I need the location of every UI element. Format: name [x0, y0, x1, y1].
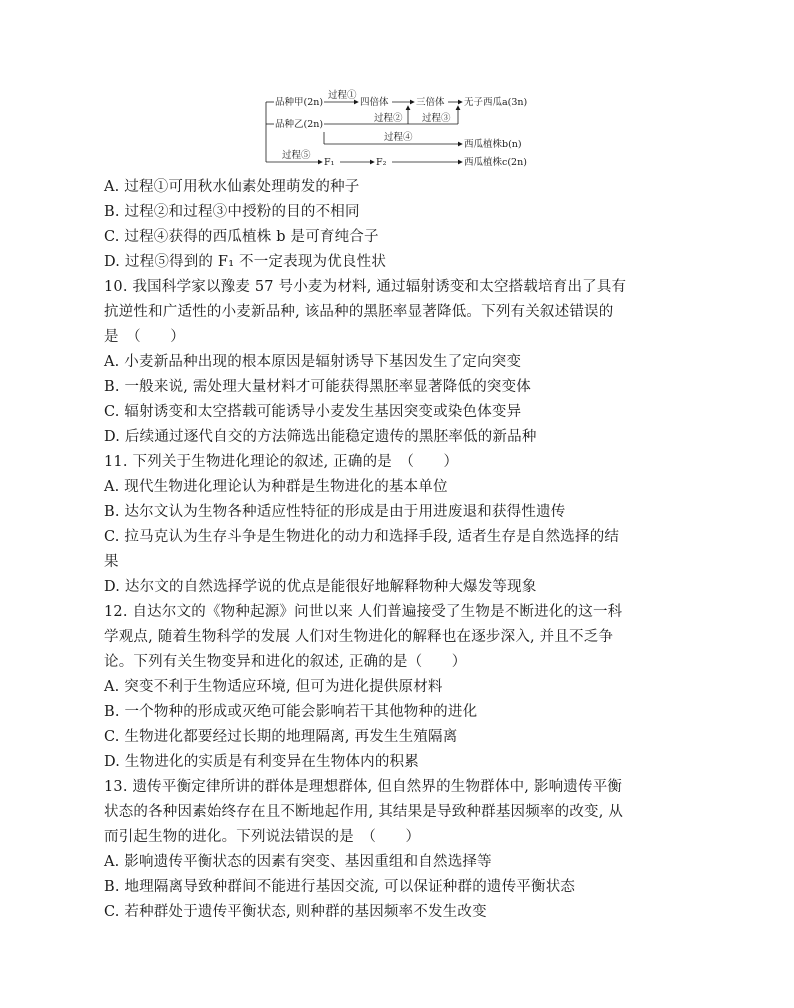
label-f1: F₁ [324, 157, 335, 168]
q9-option-d: D. 过程⑤得到的 F₁ 不一定表现为优良性状 [104, 254, 387, 270]
q10-stem-line-1: 10. 我国科学家以豫麦 57 号小麦为材料, 通过辐射诱变和太空搭载培育出了具有 [104, 279, 627, 295]
label-process-1: 过程① [328, 90, 357, 101]
q11-option-b: B. 达尔文认为生物各种适应性特征的形成是由于用进废退和获得性遗传 [104, 504, 566, 520]
q13-stem-line-3: 而引起生物的进化。下列说法错误的是 （ ） [104, 829, 421, 845]
q12-option-c: C. 生物进化都要经过长期的地理隔离, 再发生生殖隔离 [104, 729, 458, 745]
q12-stem-line-1: 12. 自达尔文的《物种起源》问世以来 人们普遍接受了生物是不断进化的这一科 [104, 604, 623, 620]
q11-stem: 11. 下列关于生物进化理论的叙述, 正确的是 （ ） [104, 454, 459, 470]
q10-stem-line-3: 是 （ ） [104, 329, 185, 345]
label-process-4: 过程④ [384, 132, 413, 143]
q11-option-d: D. 达尔文的自然选择学说的优点是能很好地解释物种大爆发等现象 [104, 579, 537, 595]
q13-option-c: C. 若种群处于遗传平衡状态, 则种群的基因频率不发生改变 [104, 904, 487, 920]
q11-option-a: A. 现代生物进化理论认为种群是生物进化的基本单位 [104, 479, 448, 495]
q11-option-c-cont: 果 [104, 554, 119, 570]
q12-option-a: A. 突变不利于生物适应环境, 但可为进化提供原材料 [104, 679, 443, 695]
q10-option-b: B. 一般来说, 需处理大量材料才可能获得黑胚率显著降低的突变体 [104, 379, 531, 395]
label-process-3: 过程③ [422, 113, 451, 124]
label-triploid: 三倍体 [416, 97, 445, 108]
label-variety-yi: 品种乙(2n) [275, 119, 324, 130]
q13-stem-line-2: 状态的各种因素始终存在且不断地起作用, 其结果是导致种群基因频率的改变, 从 [104, 804, 624, 820]
q11-option-c: C. 拉马克认为生存斗争是生物进化的动力和选择手段, 适者生存是自然选择的结 [104, 529, 620, 545]
q9-option-c: C. 过程④获得的西瓜植株 b 是可育纯合子 [104, 229, 379, 245]
q10-option-c: C. 辐射诱变和太空搭载可能诱导小麦发生基因突变或染色体变异 [104, 404, 522, 420]
label-process-5: 过程⑤ [282, 150, 311, 161]
q9-option-a: A. 过程①可用秋水仙素处理萌发的种子 [104, 179, 360, 195]
label-tetraploid: 四倍体 [360, 97, 389, 108]
q10-option-d: D. 后续通过逐代自交的方法筛选出能稳定遗传的黑胚率低的新品种 [104, 429, 537, 445]
q10-option-a: A. 小麦新品种出现的根本原因是辐射诱导下基因发生了定向突变 [104, 354, 522, 370]
q12-stem-line-2: 学观点, 随着生物科学的发展 人们对生物进化的解释也在逐步深入, 并且不乏争 [104, 629, 614, 645]
label-watermelon-plant-b: 西瓜植株b(n) [464, 139, 522, 150]
q13-option-a: A. 影响遗传平衡状态的因素有突变、基因重组和自然选择等 [104, 854, 492, 870]
breeding-diagram [262, 88, 542, 170]
label-seedless-watermelon-a: 无子西瓜a(3n) [464, 97, 528, 108]
label-variety-jia: 品种甲(2n) [275, 97, 324, 108]
q13-stem-line-1: 13. 遗传平衡定律所讲的群体是理想群体, 但自然界的生物群体中, 影响遗传平衡 [104, 779, 623, 795]
label-f2: F₂ [376, 157, 387, 168]
label-watermelon-plant-c: 西瓜植株c(2n) [464, 157, 527, 168]
q10-stem-line-2: 抗逆性和广适性的小麦新品种, 该品种的黑胚率显著降低。下列有关叙述错误的 [104, 304, 614, 320]
q12-stem-line-3: 论。下列有关生物变异和进化的叙述, 正确的是（ ） [104, 654, 467, 670]
q12-option-b: B. 一个物种的形成或灭绝可能会影响若干其他物种的进化 [104, 704, 478, 720]
label-process-2: 过程② [374, 113, 403, 124]
q9-option-b: B. 过程②和过程③中授粉的目的不相同 [104, 204, 360, 220]
q12-option-d: D. 生物进化的实质是有利变异在生物体内的积累 [104, 754, 419, 770]
q13-option-b: B. 地理隔离导致种群间不能进行基因交流, 可以保证种群的遗传平衡状态 [104, 879, 576, 895]
